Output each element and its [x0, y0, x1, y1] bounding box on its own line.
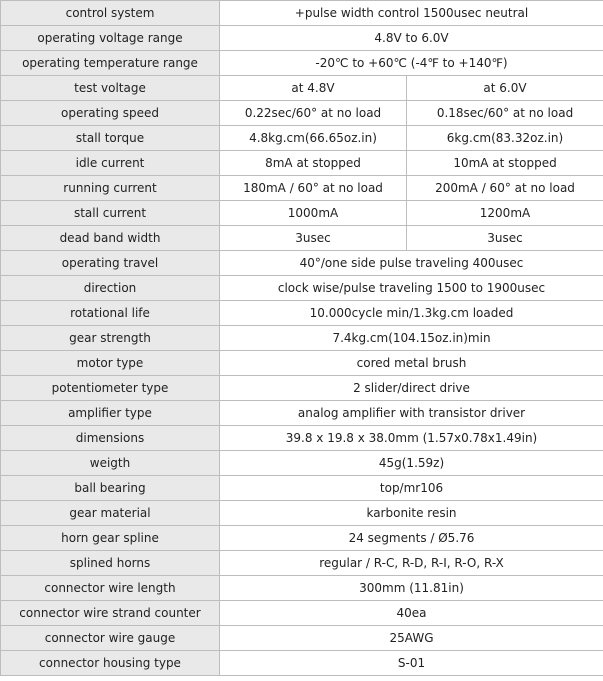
row-value: -20℃ to +60℃ (-4℉ to +140℉): [220, 51, 603, 76]
table-row: [1, 51, 603, 76]
row-value: top/mr106: [220, 476, 603, 501]
table-row: [1, 551, 603, 576]
table-row: [1, 101, 603, 126]
row-label: test voltage: [1, 76, 220, 101]
row-label: running current: [1, 176, 220, 201]
row-value: 10.000cycle min/1.3kg.cm loaded: [220, 301, 603, 326]
table-row: [1, 626, 603, 651]
row-value: at 4.8V: [220, 76, 407, 101]
row-label: gear material: [1, 501, 220, 526]
table-row: [1, 451, 603, 476]
row-value: 25AWG: [220, 626, 603, 651]
row-value: 7.4kg.cm(104.15oz.in)min: [220, 326, 603, 351]
row-label: amplifier type: [1, 401, 220, 426]
row-label: gear strength: [1, 326, 220, 351]
row-label: connector housing type: [1, 651, 220, 676]
row-label: ball bearing: [1, 476, 220, 501]
row-value: 4.8kg.cm(66.65oz.in): [220, 126, 407, 151]
table-row: [1, 26, 603, 51]
row-label: stall current: [1, 201, 220, 226]
spec-table-body: [1, 1, 603, 676]
table-row: [1, 76, 603, 101]
row-value: 2 slider/direct drive: [220, 376, 603, 401]
table-row: [1, 301, 603, 326]
row-value: 200mA / 60° at no load: [407, 176, 603, 201]
row-value: 1200mA: [407, 201, 603, 226]
row-value: 45g(1.59z): [220, 451, 603, 476]
row-label: connector wire strand counter: [1, 601, 220, 626]
row-label: potentiometer type: [1, 376, 220, 401]
row-value: 3usec: [407, 226, 603, 251]
row-value: analog amplifier with transistor driver: [220, 401, 603, 426]
row-value: 6kg.cm(83.32oz.in): [407, 126, 603, 151]
row-value: 4.8V to 6.0V: [220, 26, 603, 51]
row-label: operating speed: [1, 101, 220, 126]
row-label: dimensions: [1, 426, 220, 451]
row-value: regular / R-C, R-D, R-I, R-O, R-X: [220, 551, 603, 576]
row-label: horn gear spline: [1, 526, 220, 551]
row-value: 10mA at stopped: [407, 151, 603, 176]
table-row: [1, 601, 603, 626]
row-label: motor type: [1, 351, 220, 376]
row-label: control system: [1, 1, 220, 26]
row-label: connector wire length: [1, 576, 220, 601]
row-value: S-01: [220, 651, 603, 676]
table-row: [1, 151, 603, 176]
table-row: [1, 526, 603, 551]
table-row: [1, 276, 603, 301]
row-value: 300mm (11.81in): [220, 576, 603, 601]
row-value: 40ea: [220, 601, 603, 626]
table-row: [1, 376, 603, 401]
row-label: stall torque: [1, 126, 220, 151]
row-value: 1000mA: [220, 201, 407, 226]
table-row: [1, 126, 603, 151]
table-row: [1, 326, 603, 351]
row-value: at 6.0V: [407, 76, 603, 101]
row-label: operating travel: [1, 251, 220, 276]
table-row: [1, 1, 603, 26]
table-row: [1, 576, 603, 601]
row-value: 0.22sec/60° at no load: [220, 101, 407, 126]
table-row: [1, 176, 603, 201]
row-value: clock wise/pulse traveling 1500 to 1900usec: [220, 276, 603, 301]
row-label: rotational life: [1, 301, 220, 326]
row-value: 0.18sec/60° at no load: [407, 101, 603, 126]
row-label: weigth: [1, 451, 220, 476]
table-row: [1, 401, 603, 426]
table-row: [1, 351, 603, 376]
row-label: connector wire gauge: [1, 626, 220, 651]
row-value: +pulse width control 1500usec neutral: [220, 1, 603, 26]
row-value: 39.8 x 19.8 x 38.0mm (1.57x0.78x1.49in): [220, 426, 603, 451]
table-row: [1, 226, 603, 251]
row-value: 8mA at stopped: [220, 151, 407, 176]
row-label: splined horns: [1, 551, 220, 576]
row-label: direction: [1, 276, 220, 301]
table-row: [1, 251, 603, 276]
row-value: 180mA / 60° at no load: [220, 176, 407, 201]
row-label: dead band width: [1, 226, 220, 251]
row-value: karbonite resin: [220, 501, 603, 526]
row-label: operating temperature range: [1, 51, 220, 76]
table-row: [1, 476, 603, 501]
row-value: 24 segments / Ø5.76: [220, 526, 603, 551]
table-row: [1, 426, 603, 451]
table-row: [1, 651, 603, 676]
row-value: cored metal brush: [220, 351, 603, 376]
row-label: operating voltage range: [1, 26, 220, 51]
table-row: [1, 501, 603, 526]
row-value: 40°/one side pulse traveling 400usec: [220, 251, 603, 276]
table-row: [1, 201, 603, 226]
row-value: 3usec: [220, 226, 407, 251]
row-label: idle current: [1, 151, 220, 176]
